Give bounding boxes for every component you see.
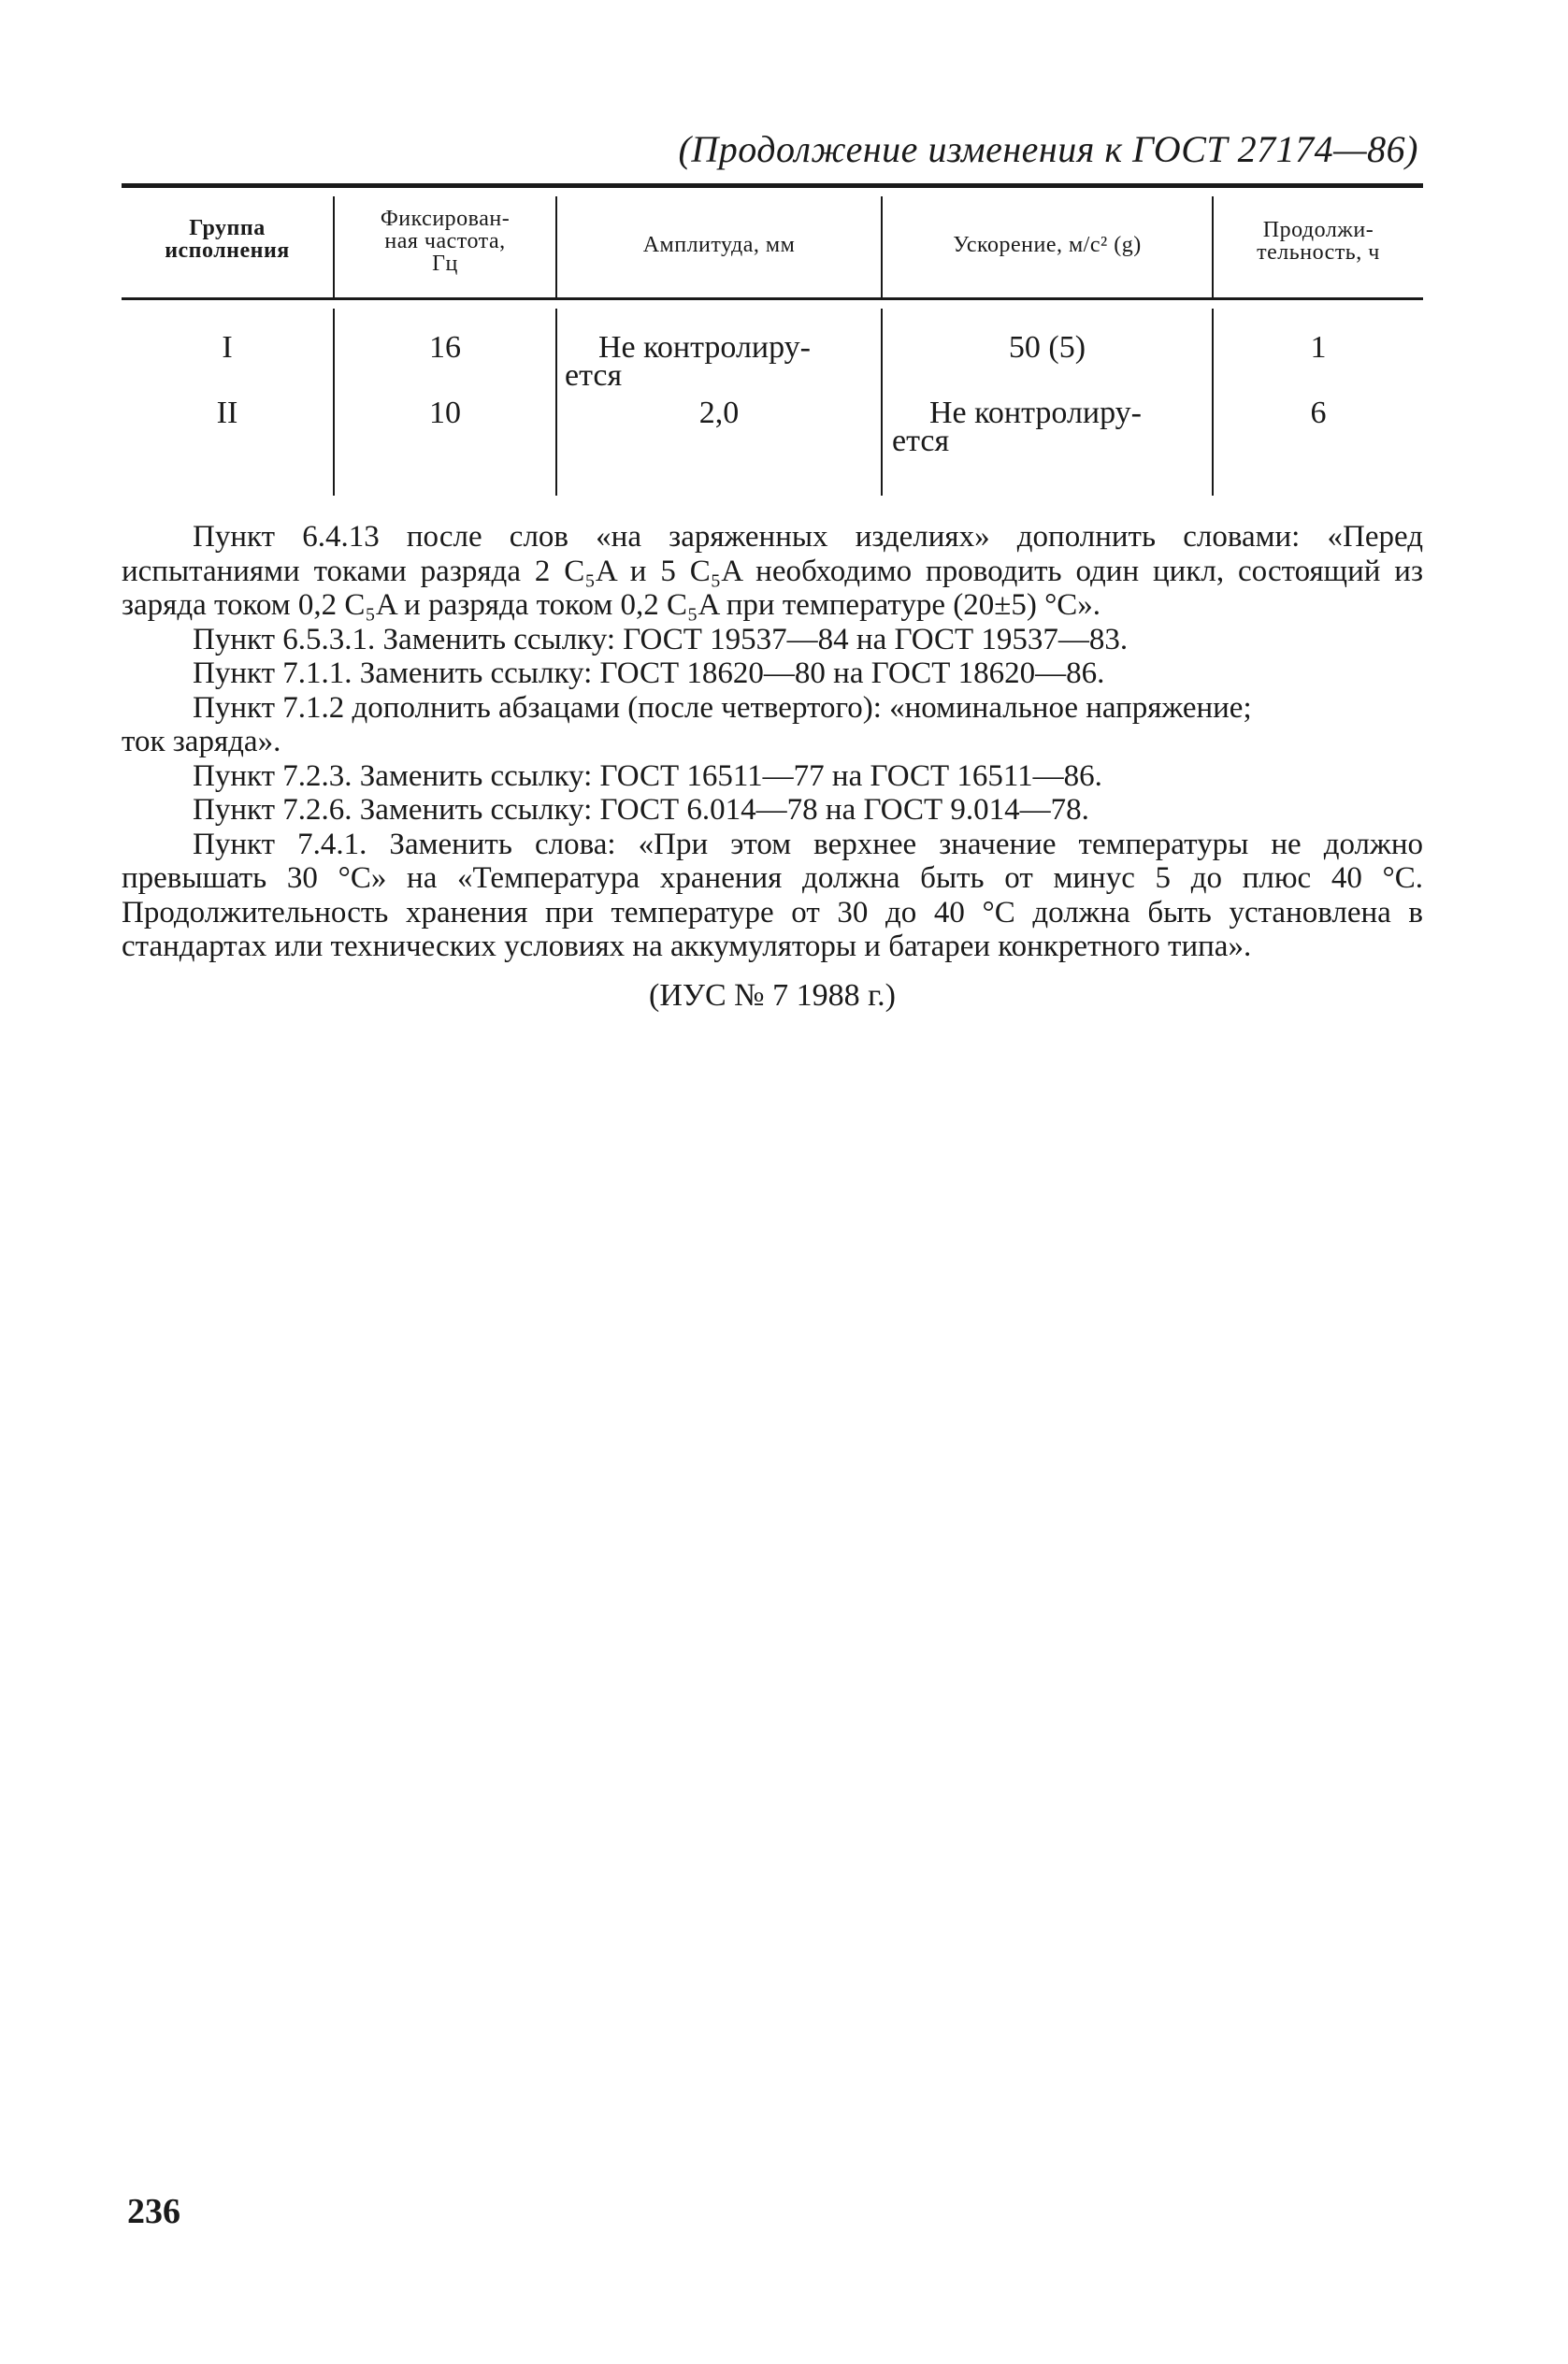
- column-header-duration: Продолжи- тельность, ч: [1257, 218, 1380, 265]
- amendment-text: [122, 520, 1423, 1013]
- paragraph: Пункт 7.2.6. Заменить ссылку: ГОСТ 6.014—78 на ГОСТ 9.014—78.: [193, 793, 1089, 827]
- table-top-rule: [122, 183, 1423, 188]
- column-header-frequency: Фиксирован- ная частота, Гц: [380, 207, 511, 276]
- paragraph: Пункт 6.4.13 после слов «на заряженных изделиях» дополнить словами: «Перед испытаниями токами разряда 2 C₅A и 5 C₅A необходимо проводить один цикл, состоящий из заряда током 0,2 C₅A и разряда током 0,2 C₅A при температуре (20±5) °С».: [122, 520, 1423, 622]
- paragraph: Пункт 7.4.1. Заменить слова: «При этом верхнее значение температуры не должно превышать 30 °С» на «Температура хранения должна быть от минус 5 до плюс 40 °С. Продолжительность хранения при температуре от 30 до 40 °С должна быть установлена в стандартах или технических условиях на аккумуляторы и батареи конкретного типа».: [122, 827, 1423, 963]
- cell-duration: 6: [1310, 396, 1327, 430]
- paragraph: Пункт 6.5.3.1. Заменить ссылку: ГОСТ 19537—84 на ГОСТ 19537—83.: [193, 622, 1129, 656]
- column-header-group: Группа исполнения: [165, 216, 290, 263]
- cell-frequency: 10: [429, 396, 461, 430]
- cell-group: I: [222, 330, 233, 365]
- cell-duration: 1: [1310, 330, 1327, 365]
- page-number: 236: [127, 2192, 180, 2231]
- paragraph: Пункт 7.1.1. Заменить ссылку: ГОСТ 18620—80 на ГОСТ 18620—86.: [193, 656, 1105, 690]
- cell-amplitude: Не контролиру- ется: [565, 330, 811, 393]
- paragraph: ток заряда».: [122, 725, 281, 758]
- source-note: (ИУС № 7 1988 г.): [649, 977, 896, 1013]
- paragraph: Пункт 7.1.2 дополнить абзацами (после четвертого): «номинальное напряжение;: [193, 690, 1252, 725]
- column-header-amplitude: Амплитуда, мм: [642, 233, 796, 257]
- table-header-rule: [122, 297, 1423, 300]
- page-header: (Продолжение изменения к ГОСТ 27174—86): [678, 128, 1418, 170]
- cell-frequency: 16: [429, 330, 461, 365]
- column-header-acceleration: Ускорение, м/с² (g): [953, 233, 1142, 257]
- cell-group: II: [216, 396, 238, 430]
- paragraph: Пункт 7.2.3. Заменить ссылку: ГОСТ 16511—77 на ГОСТ 16511—86.: [193, 758, 1102, 793]
- cell-acceleration: 50 (5): [1008, 330, 1086, 365]
- cell-acceleration: Не контролиру- ется: [892, 396, 1142, 458]
- cell-amplitude: 2,0: [698, 396, 740, 430]
